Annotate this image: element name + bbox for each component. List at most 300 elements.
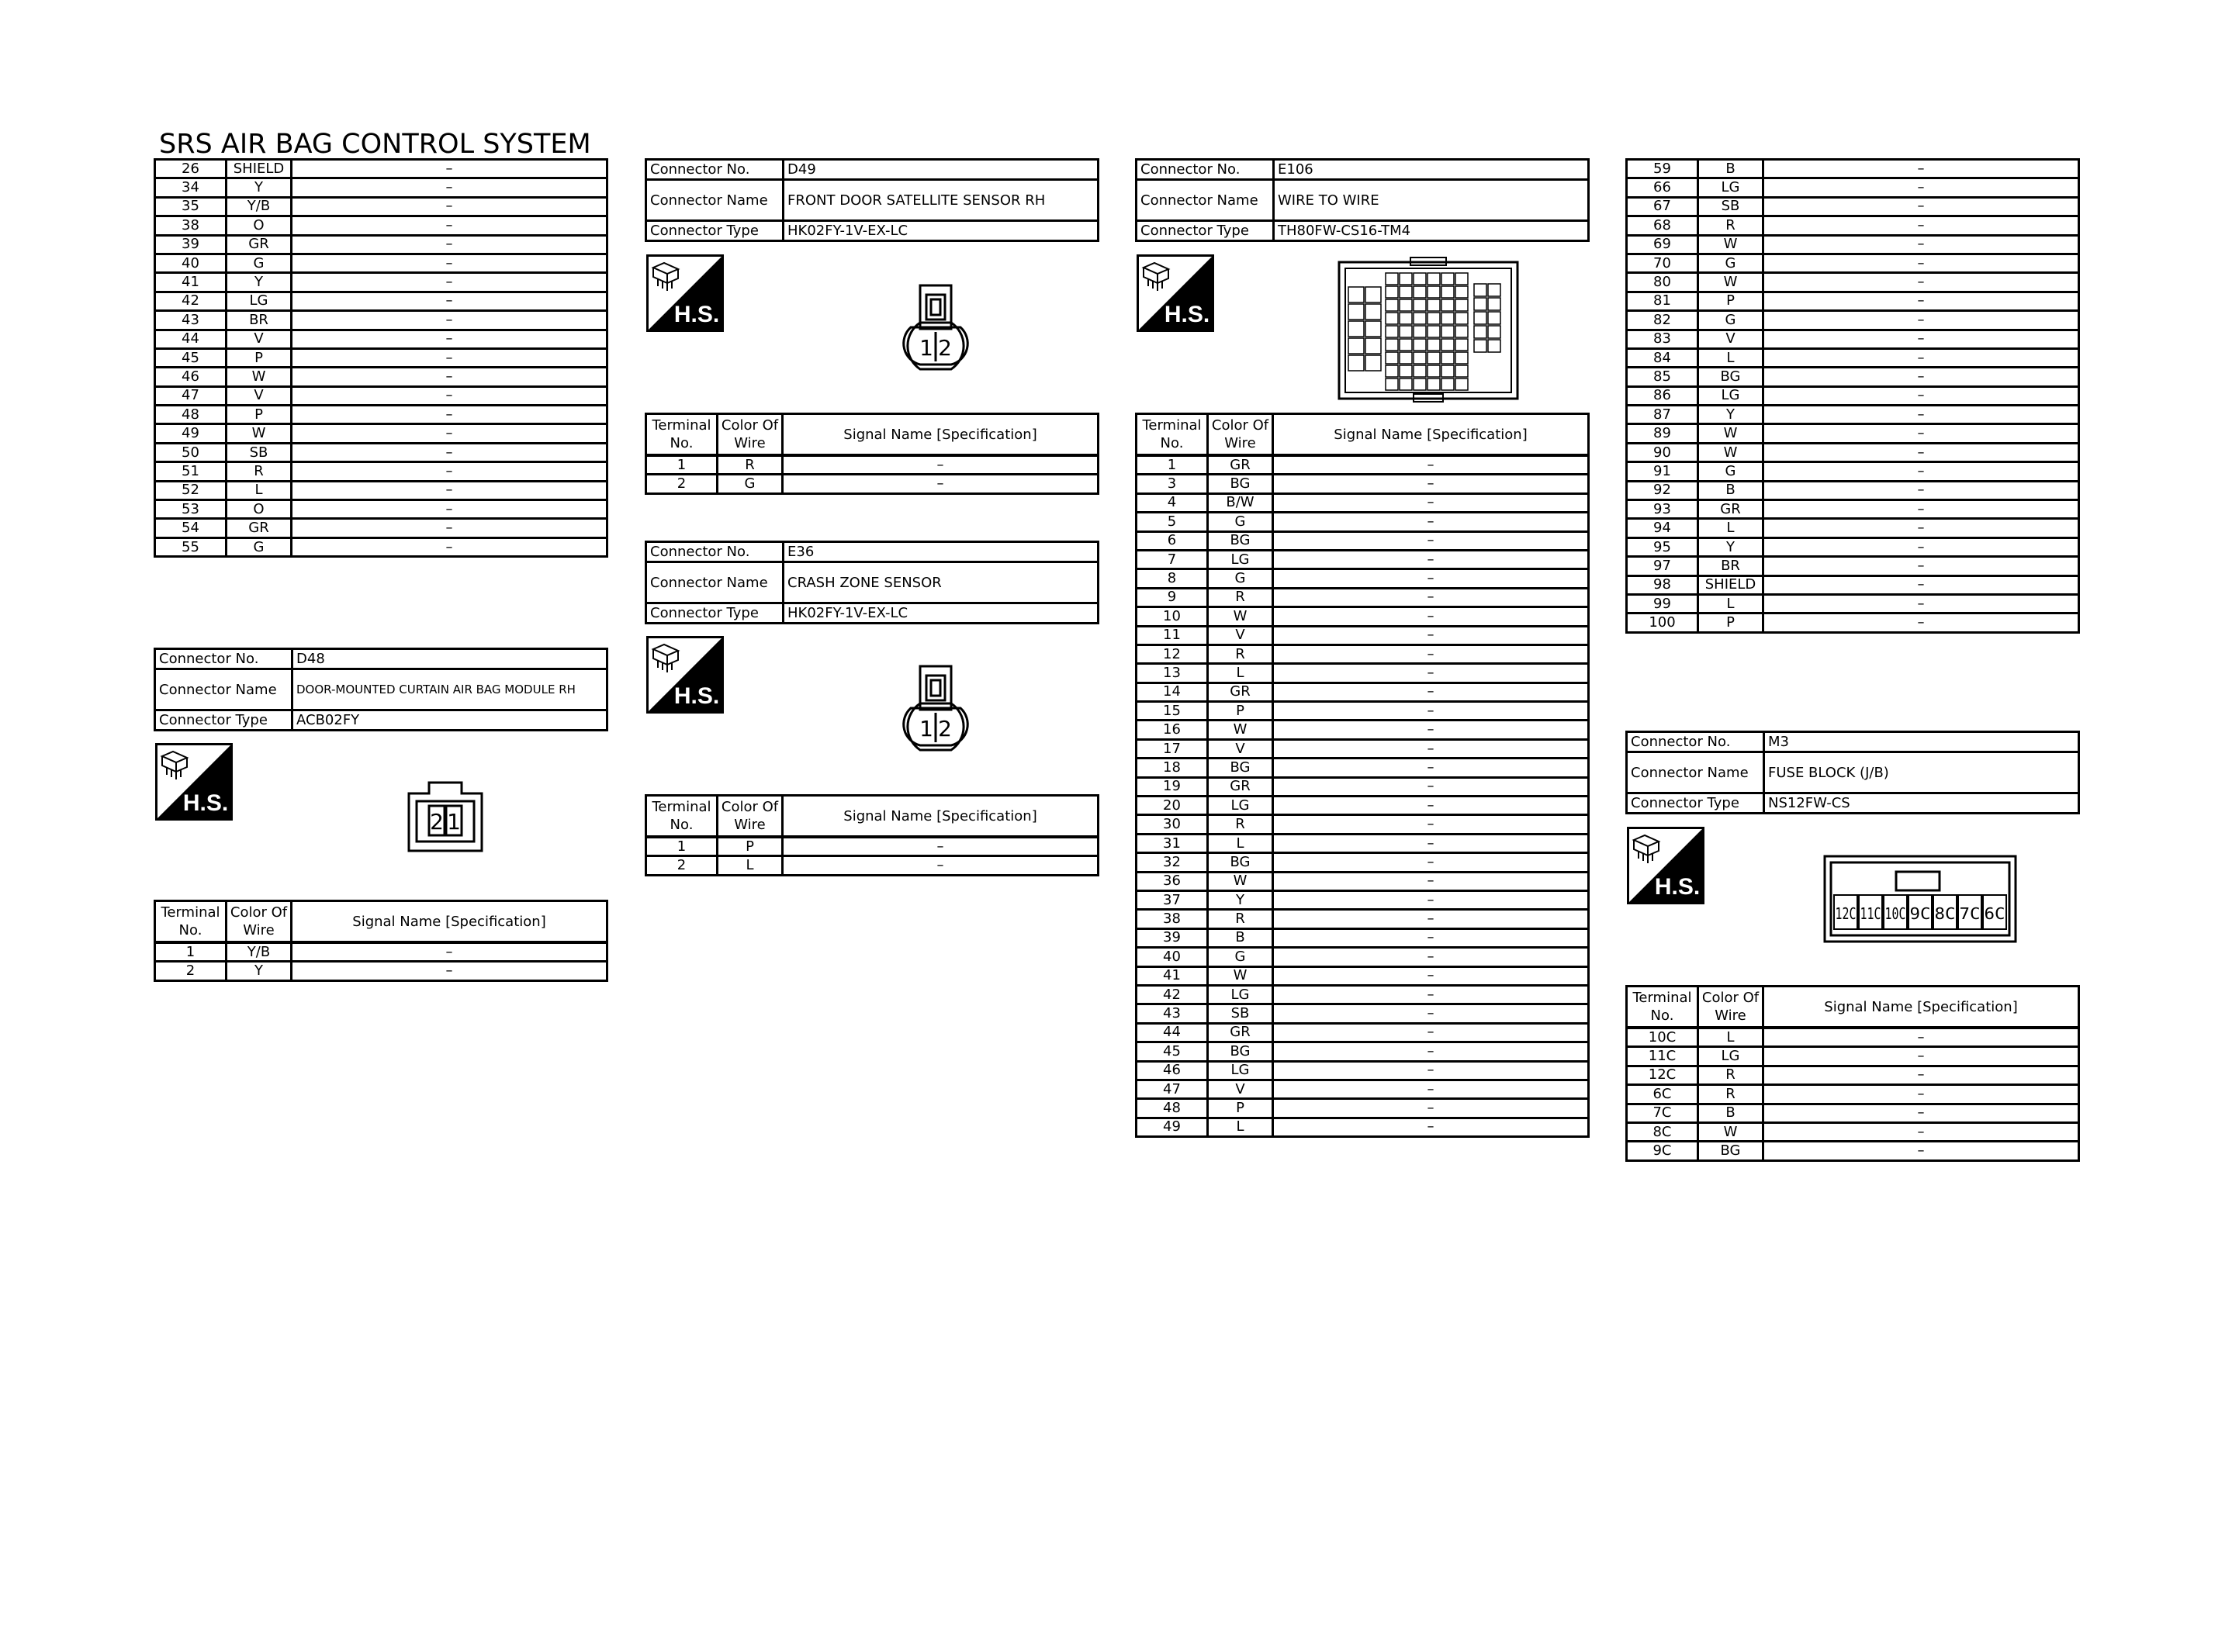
signal-name-cell: – (1273, 739, 1589, 758)
connector-no-label: Connector No. (1137, 160, 1274, 180)
table-row (1137, 550, 1589, 569)
pin-label: 12C (1835, 904, 1857, 923)
wire-color-cell: R (718, 455, 783, 475)
table-row (155, 197, 607, 216)
wire-color-cell: V (1698, 330, 1763, 348)
connector-type-label: Connector Type (155, 710, 292, 731)
signal-name-cell: – (1763, 292, 2079, 310)
connector-face-m3 (1823, 855, 2017, 946)
wire-color-cell: R (1208, 910, 1273, 928)
signal-name-cell: – (1273, 759, 1589, 777)
terminal-no-cell: 52 (155, 481, 227, 499)
table-row (155, 273, 607, 292)
signal-name-cell: – (1763, 235, 2079, 254)
wire-color-cell: BG (1208, 853, 1273, 872)
terminal-no-cell: 9C (1627, 1142, 1698, 1160)
harness-side-icon (646, 254, 724, 332)
terminal-no-cell: 53 (155, 500, 227, 519)
connector-name-value: CRASH ZONE SENSOR (784, 562, 1099, 603)
connector-type-value: NS12FW-CS (1764, 793, 2079, 814)
table-row (1627, 273, 2079, 292)
terminal-no-cell: 93 (1627, 500, 1698, 519)
signal-name-cell: – (292, 311, 607, 330)
signal-name-cell: – (1763, 386, 2079, 405)
wire-color-cell: O (227, 500, 292, 519)
signal-name-cell: – (292, 348, 607, 367)
table-row (1627, 519, 2079, 537)
signal-name-cell: – (1273, 531, 1589, 550)
terminal-no-cell: 45 (1137, 1042, 1208, 1061)
terminal-no-cell: 7C (1627, 1104, 1698, 1122)
terminal-no-cell: 49 (1137, 1118, 1208, 1136)
pin-label: 10C (1884, 904, 1906, 923)
wire-color-cell: Y (1698, 537, 1763, 556)
terminal-no-cell: 7 (1137, 550, 1208, 569)
table-row (1137, 739, 1589, 758)
terminal-no-cell: 36 (1137, 872, 1208, 890)
connector-no-value: M3 (1764, 732, 2079, 752)
table-row (155, 254, 607, 272)
signal-name-cell: – (1273, 550, 1589, 569)
pin-label: 2 (430, 809, 444, 835)
pin-label: 1 (919, 335, 933, 361)
terminal-no-cell: 92 (1627, 481, 1698, 499)
signal-name-cell: – (1763, 575, 2079, 594)
connector-type-value: TH80FW-CS16-TM4 (1274, 221, 1589, 241)
pin-table-e106 (1135, 413, 1590, 1138)
terminal-no-cell: 46 (155, 368, 227, 386)
table-row (1137, 1099, 1589, 1118)
table-row (1627, 1028, 2079, 1047)
terminal-no-cell: 9 (1137, 588, 1208, 607)
table-row (1137, 702, 1589, 721)
terminal-no-cell: 10 (1137, 607, 1208, 626)
signal-name-cell: – (1763, 273, 2079, 292)
connector-name-label: Connector Name (1137, 180, 1274, 221)
signal-name-cell: – (1763, 500, 2079, 519)
table-row (1627, 348, 2079, 367)
signal-name-cell: – (292, 216, 607, 235)
wire-color-cell: GR (1208, 683, 1273, 701)
wire-color-cell: Y (1698, 406, 1763, 424)
signal-name-cell: – (1763, 1028, 2079, 1047)
wire-color-cell: Y (227, 962, 292, 980)
wire-color-header: Color Of Wire (718, 414, 783, 456)
wire-color-cell: V (227, 330, 292, 348)
table-row (155, 443, 607, 461)
table-row (1137, 493, 1589, 512)
wire-color-cell: P (1698, 292, 1763, 310)
table-row (646, 475, 1099, 493)
pin-label: 8C (1934, 904, 1956, 923)
wire-color-cell: W (1208, 872, 1273, 890)
terminal-no-cell: 12 (1137, 645, 1208, 663)
wire-color-cell: LG (1698, 386, 1763, 405)
table-row (155, 368, 607, 386)
table-row (1137, 513, 1589, 531)
signal-name-cell: – (783, 856, 1099, 875)
wire-color-cell: LG (1208, 550, 1273, 569)
signal-name-header: Signal Name [Specification] (1273, 414, 1589, 456)
terminal-no-cell: 40 (155, 254, 227, 272)
signal-name-cell: – (1763, 424, 2079, 443)
table-row (155, 330, 607, 348)
pin-table-m3 (1625, 985, 2080, 1162)
terminal-no-cell: 1 (155, 942, 227, 962)
wire-color-cell: B (1698, 160, 1763, 178)
terminal-no-cell: 5 (1137, 513, 1208, 531)
table-row (646, 856, 1099, 875)
terminal-no-cell: 16 (1137, 721, 1208, 739)
wire-color-cell: LG (1698, 1047, 1763, 1066)
table-row (155, 406, 607, 424)
hs-label: H.S. (673, 683, 720, 709)
signal-name-cell: – (292, 424, 607, 443)
connector-type-label: Connector Type (646, 603, 784, 624)
table-row (155, 160, 607, 178)
terminal-no-cell: 48 (1137, 1099, 1208, 1118)
signal-name-cell: – (1273, 455, 1589, 475)
signal-name-cell: – (1763, 537, 2079, 556)
terminal-no-cell: 18 (1137, 759, 1208, 777)
signal-name-cell: – (1273, 1004, 1589, 1023)
connector-no-label: Connector No. (646, 542, 784, 562)
table-row (155, 311, 607, 330)
table-row (1137, 1004, 1589, 1023)
wire-color-cell: Y/B (227, 197, 292, 216)
terminal-no-cell: 59 (1627, 160, 1698, 178)
pin-table-d48 (154, 900, 608, 982)
terminal-no-cell: 10C (1627, 1028, 1698, 1047)
table-row (1137, 721, 1589, 739)
signal-name-cell: – (292, 386, 607, 405)
terminal-no-cell: 95 (1627, 537, 1698, 556)
terminal-no-cell: 2 (646, 856, 718, 875)
terminal-no-header: Terminal No. (646, 796, 718, 838)
table-row (1627, 462, 2079, 481)
terminal-no-cell: 44 (155, 330, 227, 348)
signal-name-cell: – (1273, 1099, 1589, 1118)
table-row (1137, 872, 1589, 890)
table-row (155, 537, 607, 556)
wire-color-cell: G (227, 537, 292, 556)
wire-color-cell: P (1208, 702, 1273, 721)
signal-name-cell: – (1763, 594, 2079, 613)
signal-name-cell: – (1763, 443, 2079, 461)
signal-name-cell: – (1763, 481, 2079, 499)
terminal-no-cell: 14 (1137, 683, 1208, 701)
harness-side-icon (1137, 254, 1214, 332)
connector-type-value: HK02FY-1V-EX-LC (784, 603, 1099, 624)
signal-name-cell: – (783, 837, 1099, 856)
wire-color-header: Color Of Wire (718, 796, 783, 838)
signal-name-cell: – (1763, 368, 2079, 386)
table-row (1137, 455, 1589, 475)
terminal-no-cell: 43 (155, 311, 227, 330)
signal-name-cell: – (292, 178, 607, 197)
wire-color-cell: P (227, 348, 292, 367)
wire-color-cell: G (1698, 462, 1763, 481)
wire-color-cell: Y (227, 273, 292, 292)
signal-name-cell: – (292, 235, 607, 254)
pin-table-continued-4 (1625, 158, 2080, 634)
terminal-no-cell: 98 (1627, 575, 1698, 594)
table-row (1627, 216, 2079, 235)
table-row (1137, 853, 1589, 872)
signal-name-cell: – (1273, 1042, 1589, 1061)
wire-color-cell: G (1208, 513, 1273, 531)
terminal-no-cell: 19 (1137, 777, 1208, 796)
wire-color-cell: G (718, 475, 783, 493)
connector-no-value: D48 (292, 649, 607, 669)
pin-table-continued-1 (154, 158, 608, 558)
table-row (1137, 1118, 1589, 1136)
terminal-no-cell: 91 (1627, 462, 1698, 481)
signal-name-cell: – (1273, 493, 1589, 512)
table-row (1137, 928, 1589, 947)
wire-color-cell: SHIELD (1698, 575, 1763, 594)
terminal-no-cell: 3 (1137, 475, 1208, 493)
signal-name-cell: – (1763, 557, 2079, 575)
wire-color-cell: BG (1698, 368, 1763, 386)
signal-name-cell: – (292, 443, 607, 461)
signal-name-cell: – (1273, 777, 1589, 796)
wire-color-cell: GR (1208, 1023, 1273, 1042)
wire-color-cell: P (227, 406, 292, 424)
signal-name-cell: – (292, 962, 607, 980)
signal-name-cell: – (1763, 311, 2079, 330)
terminal-no-cell: 83 (1627, 330, 1698, 348)
wire-color-cell: W (1698, 443, 1763, 461)
table-row (1137, 777, 1589, 796)
table-row (1137, 1061, 1589, 1080)
terminal-no-cell: 4 (1137, 493, 1208, 512)
terminal-no-cell: 26 (155, 160, 227, 178)
wire-color-cell: SHIELD (227, 160, 292, 178)
wire-color-cell: BG (1208, 475, 1273, 493)
wire-color-cell: B (1698, 1104, 1763, 1122)
terminal-no-cell: 42 (1137, 985, 1208, 1004)
table-row (1627, 368, 2079, 386)
table-row (1627, 613, 2079, 632)
signal-name-cell: – (1763, 1122, 2079, 1141)
table-row (1627, 500, 2079, 519)
connector-name-label: Connector Name (1627, 752, 1764, 793)
wire-color-cell: BR (1698, 557, 1763, 575)
signal-name-cell: – (1273, 569, 1589, 588)
wire-color-cell: O (227, 216, 292, 235)
wire-color-cell: GR (1698, 500, 1763, 519)
signal-name-cell: – (1273, 966, 1589, 985)
terminal-no-cell: 12C (1627, 1066, 1698, 1084)
wire-color-cell: V (1208, 739, 1273, 758)
table-row (1627, 292, 2079, 310)
table-row (1627, 1066, 2079, 1084)
table-row (1137, 626, 1589, 645)
table-row (1627, 1047, 2079, 1066)
table-row (1627, 330, 2079, 348)
signal-name-cell: – (1763, 1047, 2079, 1066)
table-row (1137, 910, 1589, 928)
terminal-no-header: Terminal No. (155, 901, 227, 943)
connector-name-value: FRONT DOOR SATELLITE SENSOR RH (784, 180, 1099, 221)
wire-color-cell: W (1208, 966, 1273, 985)
signal-name-cell: – (1273, 588, 1589, 607)
table-row (1627, 557, 2079, 575)
wire-color-cell: Y (227, 178, 292, 197)
signal-name-cell: – (292, 481, 607, 499)
terminal-no-cell: 41 (1137, 966, 1208, 985)
table-row (1627, 386, 2079, 405)
table-row (1627, 537, 2079, 556)
signal-name-cell: – (1273, 702, 1589, 721)
table-row (1137, 588, 1589, 607)
terminal-no-cell: 49 (155, 424, 227, 443)
connector-face-e106 (1338, 256, 1519, 406)
wire-color-cell: R (1698, 216, 1763, 235)
table-row (1137, 966, 1589, 985)
wire-color-cell: BG (1208, 531, 1273, 550)
terminal-no-cell: 37 (1137, 890, 1208, 909)
terminal-no-cell: 45 (155, 348, 227, 367)
signal-name-cell: – (1763, 348, 2079, 367)
signal-name-cell: – (1273, 890, 1589, 909)
table-row (1137, 834, 1589, 852)
wire-color-cell: W (1698, 424, 1763, 443)
pin-label: 9C (1909, 904, 1931, 923)
table-row (155, 519, 607, 537)
terminal-no-cell: 51 (155, 462, 227, 481)
wire-color-cell: LG (227, 292, 292, 310)
wire-color-cell: W (1698, 235, 1763, 254)
connector-face-e36 (895, 663, 976, 758)
wire-color-cell: L (1208, 664, 1273, 683)
terminal-no-cell: 15 (1137, 702, 1208, 721)
signal-name-cell: – (783, 475, 1099, 493)
terminal-no-cell: 70 (1627, 254, 1698, 272)
terminal-no-cell: 2 (646, 475, 718, 493)
terminal-no-cell: 89 (1627, 424, 1698, 443)
signal-name-cell: – (1273, 607, 1589, 626)
signal-name-cell: – (1273, 928, 1589, 947)
harness-side-icon (155, 743, 233, 821)
signal-name-cell: – (1273, 853, 1589, 872)
wire-color-cell: B (1698, 481, 1763, 499)
wire-color-cell: GR (227, 235, 292, 254)
connector-no-label: Connector No. (646, 160, 784, 180)
terminal-no-cell: 11 (1137, 626, 1208, 645)
signal-name-cell: – (1763, 613, 2079, 632)
table-header-row (1137, 414, 1589, 456)
wire-color-cell: L (1698, 519, 1763, 537)
wire-color-cell: BR (227, 311, 292, 330)
table-row (1627, 160, 2079, 178)
wire-color-cell: W (227, 368, 292, 386)
signal-name-cell: – (1763, 178, 2079, 197)
connector-type-label: Connector Type (646, 221, 784, 241)
table-row (1627, 1142, 2079, 1160)
wire-color-cell: R (1698, 1066, 1763, 1084)
signal-name-cell: – (292, 292, 607, 310)
wire-color-cell: BG (1698, 1142, 1763, 1160)
wire-color-cell: L (1698, 1028, 1763, 1047)
signal-name-cell: – (1273, 815, 1589, 834)
terminal-no-cell: 94 (1627, 519, 1698, 537)
page-title: SRS AIR BAG CONTROL SYSTEM (159, 129, 591, 160)
table-row (155, 235, 607, 254)
wire-color-cell: G (1208, 569, 1273, 588)
connector-no-label: Connector No. (1627, 732, 1764, 752)
pin-label: 1 (919, 716, 933, 741)
connector-name-label: Connector Name (155, 669, 292, 710)
signal-name-cell: – (1763, 462, 2079, 481)
table-row (1627, 1085, 2079, 1104)
table-row (1137, 797, 1589, 815)
terminal-no-cell: 67 (1627, 197, 1698, 216)
wire-color-cell: G (1698, 311, 1763, 330)
terminal-no-cell: 1 (646, 837, 718, 856)
wire-color-cell: V (227, 386, 292, 405)
wire-color-cell: G (227, 254, 292, 272)
terminal-no-cell: 40 (1137, 948, 1208, 966)
wire-color-cell: G (1698, 254, 1763, 272)
wire-color-cell: R (1208, 815, 1273, 834)
terminal-no-cell: 81 (1627, 292, 1698, 310)
wire-color-cell: L (718, 856, 783, 875)
table-row (1627, 311, 2079, 330)
signal-name-header: Signal Name [Specification] (783, 796, 1099, 838)
table-row (1627, 481, 2079, 499)
table-row (155, 481, 607, 499)
table-row (1137, 948, 1589, 966)
terminal-no-cell: 35 (155, 197, 227, 216)
table-row (155, 348, 607, 367)
table-row (1137, 683, 1589, 701)
terminal-no-cell: 38 (1137, 910, 1208, 928)
hs-label: H.S. (673, 302, 720, 327)
terminal-no-cell: 99 (1627, 594, 1698, 613)
signal-name-cell: – (1273, 475, 1589, 493)
terminal-no-cell: 86 (1627, 386, 1698, 405)
signal-name-cell: – (1763, 1066, 2079, 1084)
connector-name-label: Connector Name (646, 180, 784, 221)
wire-color-cell: R (1208, 645, 1273, 663)
wire-color-cell: L (1698, 594, 1763, 613)
table-row (1627, 575, 2079, 594)
table-row (1137, 759, 1589, 777)
signal-name-cell: – (1763, 1104, 2079, 1122)
terminal-no-cell: 46 (1137, 1061, 1208, 1080)
wire-color-cell: W (1698, 273, 1763, 292)
table-row (1137, 475, 1589, 493)
terminal-no-cell: 90 (1627, 443, 1698, 461)
terminal-no-cell: 8C (1627, 1122, 1698, 1141)
wire-color-cell: GR (1208, 777, 1273, 796)
connector-name-value: FUSE BLOCK (J/B) (1764, 752, 2079, 793)
terminal-no-cell: 13 (1137, 664, 1208, 683)
signal-name-cell: – (1273, 872, 1589, 890)
table-row (1137, 815, 1589, 834)
connector-type-label: Connector Type (1137, 221, 1274, 241)
terminal-no-cell: 85 (1627, 368, 1698, 386)
table-row (1137, 607, 1589, 626)
wire-color-cell: B (1208, 928, 1273, 947)
signal-name-cell: – (1273, 626, 1589, 645)
signal-name-cell: – (292, 197, 607, 216)
terminal-no-cell: 32 (1137, 853, 1208, 872)
hs-label: H.S. (182, 790, 229, 816)
signal-name-cell: – (1273, 1118, 1589, 1136)
